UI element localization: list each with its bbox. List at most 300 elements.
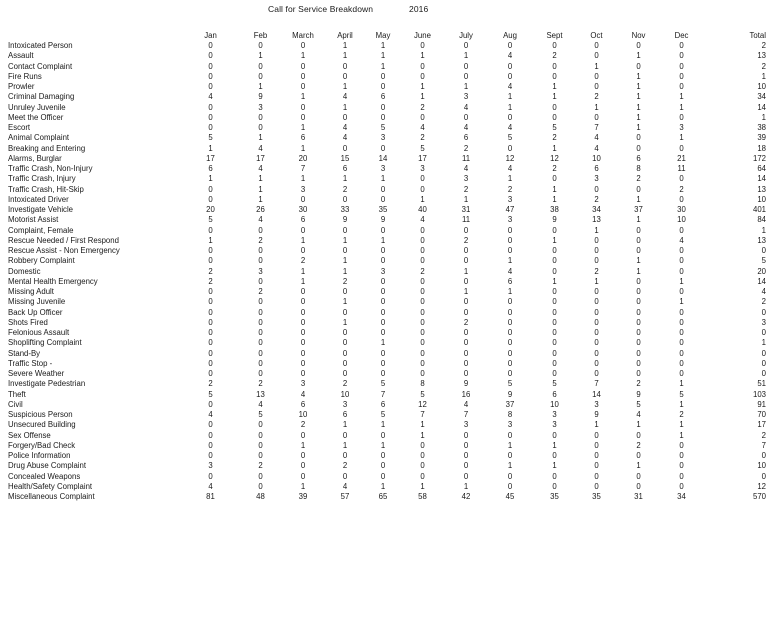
table-cell: 0 <box>636 328 641 338</box>
table-cell: 0 <box>594 297 599 307</box>
row-total-cell: 5 <box>761 256 766 266</box>
table-cell: 6 <box>300 215 306 225</box>
table-cell: 6 <box>342 164 348 174</box>
table-cell: 17 <box>418 153 427 163</box>
row-total-cell: 70 <box>757 410 766 420</box>
table-cell: 31 <box>634 492 643 502</box>
row-total-cell: 84 <box>757 215 766 225</box>
table-cell: 0 <box>594 112 599 122</box>
row-total-cell: 1 <box>761 71 766 81</box>
table-cell: 1 <box>552 440 557 450</box>
table-cell: 0 <box>420 348 425 358</box>
table-cell: 0 <box>507 348 513 358</box>
table-cell: 3 <box>420 164 425 174</box>
table-cell: 1 <box>300 440 306 450</box>
table-cell: 1 <box>679 276 684 286</box>
row-label: Shots Fired <box>8 317 48 327</box>
table-cell: 1 <box>420 82 425 92</box>
table-cell: 0 <box>594 358 599 368</box>
table-cell: 26 <box>256 205 265 215</box>
table-cell: 0 <box>594 41 599 51</box>
table-cell: 0 <box>552 358 557 368</box>
table-cell: 0 <box>208 328 213 338</box>
table-cell: 4 <box>342 133 348 143</box>
row-label: Mental Health Emergency <box>8 276 98 286</box>
row-label: Traffic Crash, Non-Injury <box>8 164 93 174</box>
table-cell: 0 <box>342 143 348 153</box>
table-cell: 0 <box>258 41 263 51</box>
table-cell: 1 <box>552 461 557 471</box>
table-cell: 11 <box>461 215 471 225</box>
table-cell: 20 <box>298 153 308 163</box>
table-cell: 1 <box>552 276 557 286</box>
table-cell: 5 <box>380 379 386 389</box>
table-cell: 0 <box>342 194 348 204</box>
row-total-cell: 2 <box>761 297 766 307</box>
table-cell: 0 <box>552 102 557 112</box>
table-cell: 48 <box>256 492 265 502</box>
table-cell: 0 <box>594 461 599 471</box>
table-cell: 0 <box>463 461 469 471</box>
row-label: Robbery Complaint <box>8 256 75 266</box>
column-header-sept: Sept <box>546 31 563 40</box>
table-cell: 0 <box>679 451 684 461</box>
row-total-cell: 0 <box>761 471 766 481</box>
table-cell: 1 <box>507 440 513 450</box>
table-cell: 1 <box>507 256 513 266</box>
table-cell: 47 <box>505 205 515 215</box>
table-cell: 0 <box>258 61 263 71</box>
table-cell: 0 <box>300 194 306 204</box>
row-label: Rescue Needed / First Respond <box>8 235 119 245</box>
row-label: Police Information <box>8 451 71 461</box>
table-cell: 1 <box>342 235 348 245</box>
table-cell: 1 <box>342 51 348 61</box>
table-cell: 0 <box>342 451 348 461</box>
table-cell: 0 <box>300 82 306 92</box>
table-cell: 0 <box>380 184 386 194</box>
table-cell: 0 <box>679 348 684 358</box>
row-total-cell: 570 <box>752 492 766 502</box>
table-cell: 16 <box>461 389 471 399</box>
table-cell: 0 <box>507 358 513 368</box>
table-cell: 0 <box>463 71 469 81</box>
table-cell: 6 <box>594 164 599 174</box>
table-cell: 0 <box>258 123 263 133</box>
row-total-cell: 3 <box>761 317 766 327</box>
table-row <box>8 215 766 225</box>
table-cell: 2 <box>420 102 425 112</box>
row-total-cell: 0 <box>761 369 766 379</box>
table-cell: 58 <box>418 492 427 502</box>
table-row <box>8 133 766 143</box>
table-cell: 1 <box>342 256 348 266</box>
table-cell: 1 <box>679 379 684 389</box>
table-cell: 7 <box>420 410 425 420</box>
table-cell: 4 <box>507 164 513 174</box>
table-cell: 1 <box>420 51 425 61</box>
table-cell: 0 <box>380 358 386 368</box>
table-cell: 0 <box>300 348 306 358</box>
table-row <box>8 164 766 174</box>
table-cell: 0 <box>300 461 306 471</box>
table-cell: 40 <box>418 205 427 215</box>
row-total-cell: 2 <box>761 61 766 71</box>
table-cell: 0 <box>636 481 641 491</box>
table-cell: 0 <box>636 235 641 245</box>
row-label: Complaint, Female <box>8 225 74 235</box>
table-cell: 4 <box>258 164 263 174</box>
row-total-cell: 64 <box>757 164 766 174</box>
table-cell: 0 <box>258 430 263 440</box>
table-cell: 0 <box>679 481 684 491</box>
table-cell: 4 <box>420 215 425 225</box>
table-cell: 0 <box>342 358 348 368</box>
table-cell: 10 <box>550 399 559 409</box>
table-cell: 1 <box>208 174 213 184</box>
table-cell: 0 <box>208 51 213 61</box>
table-cell: 0 <box>420 174 425 184</box>
table-cell: 0 <box>300 71 306 81</box>
table-cell: 0 <box>420 184 425 194</box>
table-cell: 2 <box>300 256 306 266</box>
table-cell: 1 <box>594 61 599 71</box>
table-cell: 0 <box>594 235 599 245</box>
table-cell: 0 <box>420 451 425 461</box>
table-cell: 0 <box>258 276 263 286</box>
column-header-feb: Feb <box>253 31 268 40</box>
table-cell: 3 <box>463 92 469 102</box>
table-cell: 0 <box>636 246 641 256</box>
table-row <box>8 441 766 451</box>
table-cell: 4 <box>208 92 213 102</box>
table-cell: 1 <box>300 92 306 102</box>
table-cell: 1 <box>380 420 386 430</box>
table-cell: 0 <box>463 369 469 379</box>
table-cell: 11 <box>461 153 471 163</box>
column-header-march: March <box>292 31 314 40</box>
table-cell: 0 <box>679 440 684 450</box>
table-cell: 0 <box>552 61 557 71</box>
table-cell: 0 <box>342 112 348 122</box>
table-cell: 0 <box>463 61 469 71</box>
table-cell: 6 <box>636 153 641 163</box>
table-cell: 0 <box>420 112 425 122</box>
table-cell: 0 <box>258 297 263 307</box>
table-cell: 1 <box>636 256 641 266</box>
row-label: Escort <box>8 123 31 133</box>
row-total-cell: 51 <box>757 379 766 389</box>
column-header-label <box>8 31 180 41</box>
table-cell: 35 <box>378 205 388 215</box>
table-cell: 1 <box>380 338 386 348</box>
table-cell: 2 <box>636 440 641 450</box>
table-cell: 0 <box>420 225 425 235</box>
table-cell: 13 <box>592 215 601 225</box>
row-total-cell: 10 <box>757 461 766 471</box>
table-cell: 5 <box>552 123 557 133</box>
table-cell: 4 <box>258 143 263 153</box>
table-cell: 0 <box>258 348 263 358</box>
table-cell: 0 <box>342 71 348 81</box>
table-cell: 4 <box>300 389 306 399</box>
row-total-cell: 13 <box>757 51 766 61</box>
table-cell: 1 <box>300 143 306 153</box>
table-cell: 38 <box>550 205 559 215</box>
table-cell: 0 <box>507 481 513 491</box>
table-cell: 2 <box>258 287 263 297</box>
table-cell: 10 <box>677 215 686 225</box>
table-row <box>8 246 766 256</box>
table-cell: 0 <box>636 348 641 358</box>
row-total-cell: 1 <box>761 112 766 122</box>
table-cell: 0 <box>679 338 684 348</box>
table-cell: 1 <box>552 92 557 102</box>
table-cell: 0 <box>552 71 557 81</box>
row-label: Theft <box>8 389 26 399</box>
table-cell: 2 <box>552 51 557 61</box>
table-cell: 2 <box>420 133 425 143</box>
table-cell: 0 <box>463 112 469 122</box>
table-cell: 1 <box>420 481 425 491</box>
table-cell: 3 <box>594 174 599 184</box>
table-cell: 0 <box>463 451 469 461</box>
table-cell: 0 <box>463 471 469 481</box>
table-cell: 4 <box>507 266 513 276</box>
table-row <box>8 308 766 318</box>
table-cell: 0 <box>636 307 641 317</box>
table-cell: 0 <box>258 481 263 491</box>
table-cell: 0 <box>552 287 557 297</box>
row-label: Domestic <box>8 266 41 276</box>
table-cell: 1 <box>594 102 599 112</box>
table-cell: 0 <box>342 471 348 481</box>
column-header-oct: Oct <box>590 31 603 40</box>
table-cell: 0 <box>380 71 386 81</box>
table-cell: 1 <box>636 102 641 112</box>
table-cell: 1 <box>300 174 306 184</box>
table-cell: 0 <box>507 225 513 235</box>
table-header-row <box>8 31 766 41</box>
table-cell: 0 <box>463 338 469 348</box>
table-cell: 3 <box>507 215 513 225</box>
table-cell: 0 <box>679 194 684 204</box>
table-cell: 3 <box>300 379 306 389</box>
table-cell: 5 <box>208 215 213 225</box>
row-total-cell: 10 <box>757 82 766 92</box>
table-cell: 0 <box>420 235 425 245</box>
table-cell: 1 <box>552 143 557 153</box>
table-cell: 0 <box>300 369 306 379</box>
table-cell: 0 <box>300 41 306 51</box>
table-cell: 0 <box>463 348 469 358</box>
table-cell: 0 <box>208 225 213 235</box>
table-cell: 5 <box>258 410 263 420</box>
table-cell: 0 <box>463 430 469 440</box>
table-cell: 1 <box>636 123 641 133</box>
table-cell: 12 <box>505 153 515 163</box>
row-label: Missing Juvenile <box>8 297 66 307</box>
table-cell: 0 <box>420 287 425 297</box>
table-cell: 0 <box>679 266 684 276</box>
table-cell: 0 <box>594 338 599 348</box>
table-row <box>8 287 766 297</box>
table-cell: 0 <box>342 225 348 235</box>
row-label: Alarms, Burglar <box>8 153 62 163</box>
table-cell: 3 <box>258 266 263 276</box>
table-cell: 1 <box>636 266 641 276</box>
table-cell: 0 <box>463 328 469 338</box>
table-cell: 1 <box>679 399 684 409</box>
table-cell: 0 <box>594 328 599 338</box>
table-cell: 0 <box>420 246 425 256</box>
row-total-cell: 13 <box>757 235 766 245</box>
table-cell: 2 <box>208 276 213 286</box>
row-total-cell: 34 <box>757 92 766 102</box>
table-cell: 1 <box>507 102 513 112</box>
table-cell: 0 <box>258 471 263 481</box>
table-cell: 4 <box>507 82 513 92</box>
table-row <box>8 41 766 51</box>
table-cell: 0 <box>380 102 386 112</box>
table-cell: 0 <box>208 102 213 112</box>
table-cell: 81 <box>206 492 215 502</box>
table-cell: 0 <box>636 184 641 194</box>
table-cell: 0 <box>208 112 213 122</box>
table-cell: 1 <box>552 235 557 245</box>
table-cell: 5 <box>420 143 425 153</box>
table-cell: 0 <box>507 369 513 379</box>
table-cell: 9 <box>258 92 263 102</box>
table-cell: 1 <box>380 51 386 61</box>
table-cell: 1 <box>380 174 386 184</box>
column-header-may: May <box>375 31 391 40</box>
table-cell: 0 <box>552 297 557 307</box>
table-cell: 0 <box>380 112 386 122</box>
table-cell: 4 <box>463 123 469 133</box>
table-cell: 1 <box>342 82 348 92</box>
table-cell: 3 <box>380 164 386 174</box>
table-cell: 0 <box>380 369 386 379</box>
row-total-cell: 0 <box>761 246 766 256</box>
table-cell: 2 <box>342 276 348 286</box>
table-cell: 6 <box>380 92 386 102</box>
table-cell: 2 <box>507 184 513 194</box>
table-cell: 1 <box>679 133 684 143</box>
table-row <box>8 277 766 287</box>
table-row <box>8 185 766 195</box>
table-row <box>8 492 766 502</box>
table-cell: 0 <box>679 358 684 368</box>
table-cell: 2 <box>342 184 348 194</box>
row-total-cell: 14 <box>757 276 766 286</box>
table-cell: 4 <box>342 481 348 491</box>
table-row <box>8 328 766 338</box>
table-cell: 14 <box>592 389 601 399</box>
table-cell: 0 <box>636 287 641 297</box>
row-label: Intoxicated Person <box>8 41 73 51</box>
row-total-cell: 401 <box>752 205 766 215</box>
table-cell: 0 <box>594 451 599 461</box>
table-cell: 1 <box>342 41 348 51</box>
table-cell: 1 <box>507 461 513 471</box>
table-cell: 2 <box>208 266 213 276</box>
table-cell: 0 <box>300 358 306 368</box>
table-cell: 0 <box>208 338 213 348</box>
table-cell: 31 <box>461 205 471 215</box>
table-cell: 1 <box>380 41 386 51</box>
table-cell: 5 <box>552 379 557 389</box>
row-total-cell: 14 <box>757 174 766 184</box>
table-row <box>8 431 766 441</box>
table-cell: 6 <box>300 133 306 143</box>
row-total-cell: 1 <box>761 225 766 235</box>
table-cell: 0 <box>342 307 348 317</box>
table-cell: 1 <box>679 102 684 112</box>
table-cell: 8 <box>420 379 425 389</box>
row-total-cell: 14 <box>757 102 766 112</box>
table-cell: 0 <box>380 143 386 153</box>
table-cell: 35 <box>592 492 601 502</box>
table-cell: 0 <box>552 41 557 51</box>
row-label: Rescue Assist - Non Emergency <box>8 246 120 256</box>
table-cell: 0 <box>679 328 684 338</box>
table-cell: 2 <box>258 379 263 389</box>
table-cell: 0 <box>507 71 513 81</box>
table-cell: 4 <box>208 410 213 420</box>
table-cell: 4 <box>342 123 348 133</box>
table-cell: 0 <box>552 317 557 327</box>
table-cell: 0 <box>420 276 425 286</box>
table-cell: 0 <box>380 461 386 471</box>
table-cell: 0 <box>594 256 599 266</box>
table-cell: 3 <box>208 461 213 471</box>
table-row <box>8 72 766 82</box>
table-cell: 0 <box>342 369 348 379</box>
table-cell: 0 <box>420 256 425 266</box>
table-cell: 1 <box>636 215 641 225</box>
table-cell: 0 <box>507 307 513 317</box>
table-cell: 1 <box>463 194 469 204</box>
table-cell: 1 <box>258 82 263 92</box>
table-cell: 3 <box>679 123 684 133</box>
column-header-aug: Aug <box>503 31 517 40</box>
table-row <box>8 144 766 154</box>
table-cell: 0 <box>420 328 425 338</box>
table-cell: 0 <box>420 307 425 317</box>
table-cell: 0 <box>208 430 213 440</box>
row-label: Forgery/Bad Check <box>8 440 76 450</box>
table-cell: 8 <box>636 164 641 174</box>
table-cell: 0 <box>679 112 684 122</box>
row-total-cell: 0 <box>761 358 766 368</box>
table-cell: 0 <box>208 246 213 256</box>
table-cell: 0 <box>594 287 599 297</box>
row-label: Contact Complaint <box>8 61 73 71</box>
table-cell: 0 <box>507 430 513 440</box>
table-cell: 3 <box>552 420 557 430</box>
row-total-cell: 2 <box>761 41 766 51</box>
table-cell: 0 <box>507 246 513 256</box>
table-cell: 4 <box>507 123 513 133</box>
table-row <box>8 369 766 379</box>
table-cell: 1 <box>679 92 684 102</box>
table-cell: 1 <box>552 82 557 92</box>
table-cell: 4 <box>594 143 599 153</box>
table-cell: 9 <box>342 215 348 225</box>
table-cell: 1 <box>507 287 513 297</box>
table-cell: 1 <box>507 92 513 102</box>
